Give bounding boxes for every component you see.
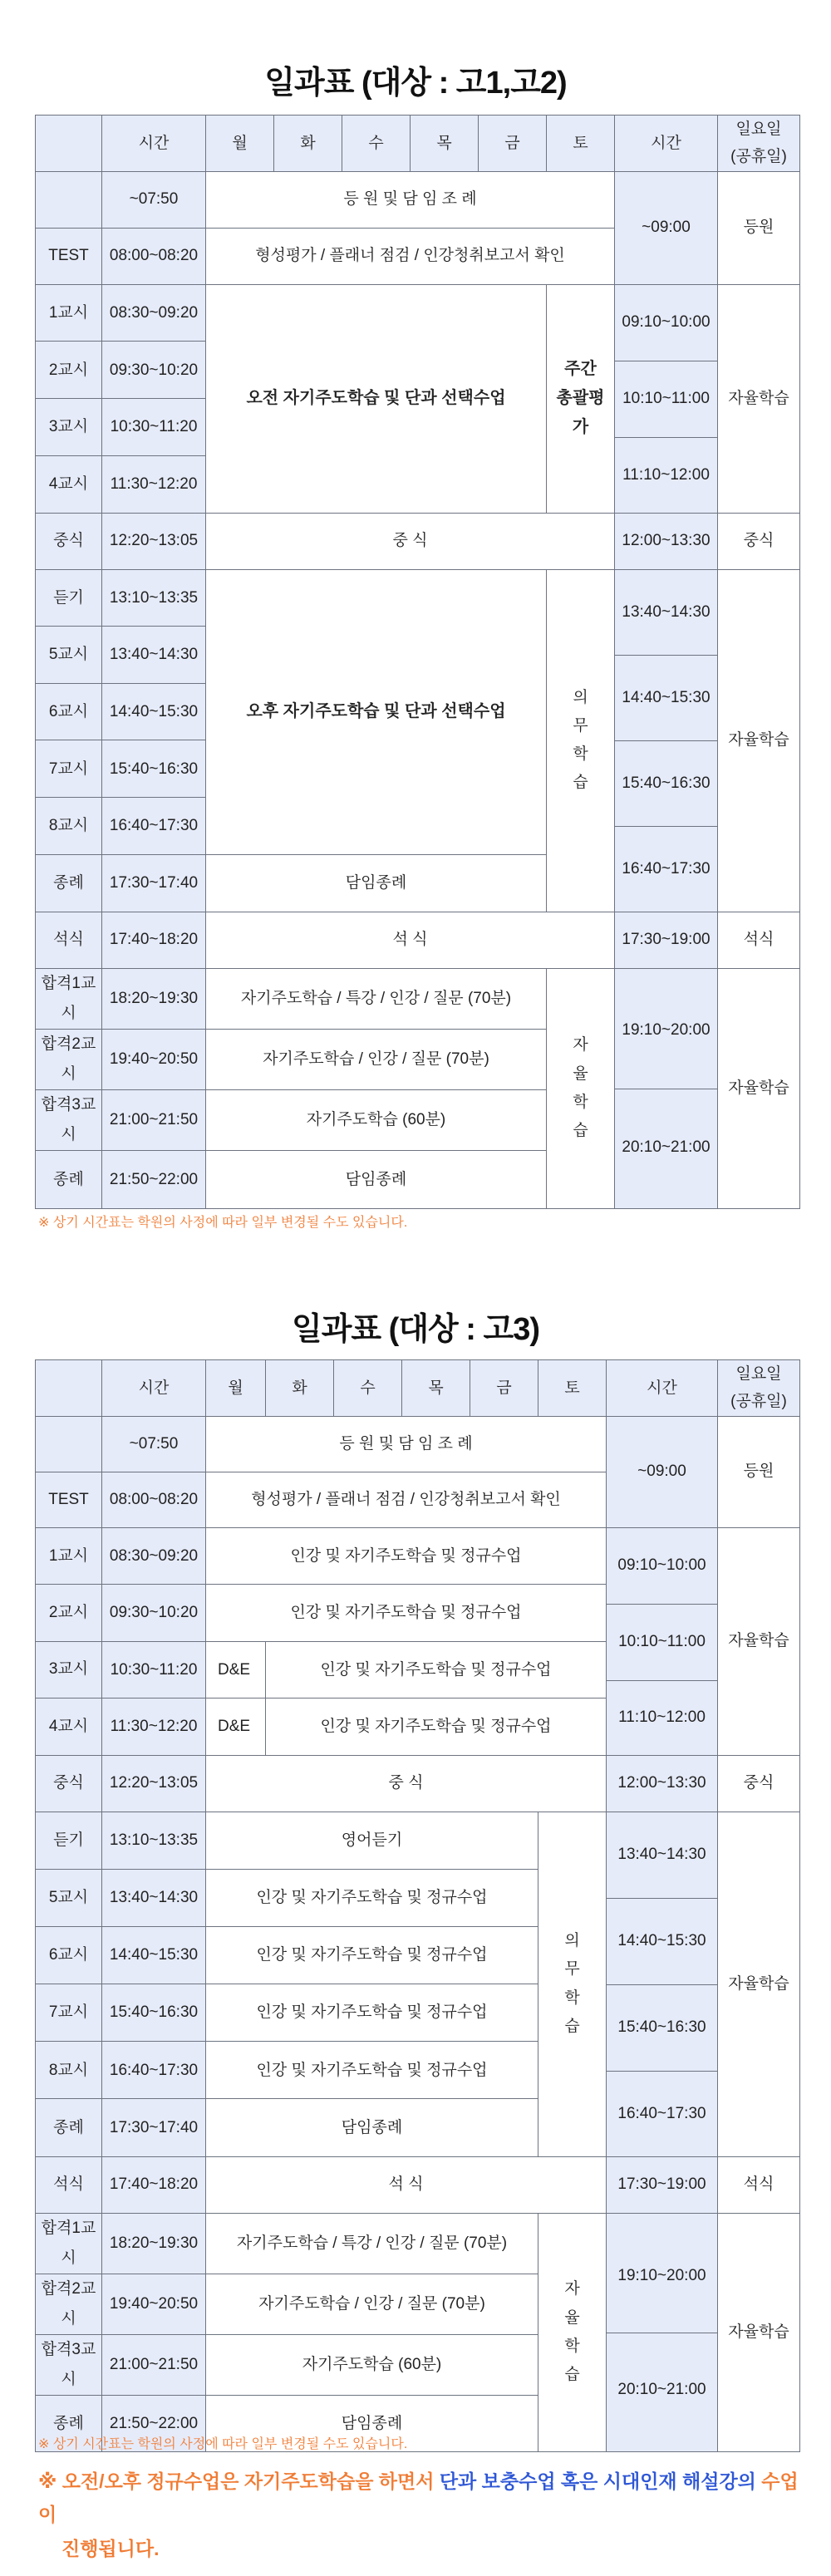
sunday-arrival: 등원 (718, 171, 800, 284)
sat-time-slot: 13:40~14:30 (607, 1812, 717, 1899)
note-part-2: 수업이 (38, 2470, 799, 2526)
arrival-desc: 등 원 및 담 임 조 례 (206, 1416, 607, 1472)
period-label: 7교시 (36, 1984, 102, 2041)
sunday-arrival: 등원 (718, 1416, 800, 1527)
header-corner (36, 1360, 102, 1417)
period-label: 5교시 (36, 1869, 102, 1926)
period-desc: 인강 및 자기주도학습 및 정규수업 (206, 2042, 538, 2099)
period-time: 14:40~15:30 (102, 1926, 206, 1984)
header-day-fri: 금 (479, 116, 547, 172)
timetable-title-g3: 일과표 (대상 : 고3) (291, 1312, 540, 1347)
header-sunday (718, 1360, 800, 1417)
evening-desc: 자기주도학습 / 인강 / 질문 (70분) (206, 2274, 538, 2334)
period-label: 종례 (36, 2396, 102, 2452)
timetable-title-g12: 일과표 (대상 : 고1,고2) (264, 66, 567, 101)
dinner-label: 석식 (36, 912, 102, 968)
sat-dinner-time: 17:30~19:00 (607, 2156, 718, 2213)
sunday-dinner: 석식 (718, 2156, 800, 2213)
sat-self-study (538, 2213, 607, 2452)
timetable-g12 (35, 115, 800, 1209)
sat-time-slot: 10:10~11:00 (615, 361, 717, 438)
sat-time-slot: 14:40~15:30 (607, 1899, 717, 1985)
header-sat-time: 시간 (607, 1360, 718, 1417)
row-label-empty (36, 1416, 102, 1472)
sat-weekly-test (547, 284, 615, 513)
sunday-label: 일요일 (735, 120, 782, 138)
header-day-thu: 목 (411, 116, 479, 172)
lunch-label: 중식 (36, 1755, 102, 1812)
period-desc: 담임종례 (206, 2099, 538, 2156)
sat-mandatory-study (538, 1812, 607, 2156)
sat-afternoon-times (607, 1812, 718, 2156)
sunday-morning: 자율학습 (718, 284, 800, 513)
period-desc: 인강 및 자기주도학습 및 정규수업 (266, 1641, 607, 1698)
period-label: 1교시 (36, 1527, 102, 1585)
test-label: TEST (36, 1472, 102, 1527)
sat-weekly-label: 주간 (564, 360, 597, 378)
period-label: 6교시 (36, 683, 102, 740)
test-desc: 형성평가 / 플래너 점검 / 인강청취보고서 확인 (206, 1472, 607, 1527)
period-label: 합격1교시 (36, 2213, 102, 2274)
row-evening-1 (36, 968, 800, 1029)
sat-evening-times (607, 2213, 718, 2452)
period-time: 08:30~09:20 (102, 1527, 206, 1585)
period-time: 09:30~10:20 (102, 342, 206, 399)
period-label: 6교시 (36, 1926, 102, 1984)
period-desc: 인강 및 자기주도학습 및 정규수업 (206, 1585, 607, 1642)
sat-arrival-time: ~09:00 (607, 1416, 718, 1527)
note-part-3: 진행됩니다. (61, 2537, 160, 2559)
holiday-label: (공휴일) (730, 148, 787, 166)
period-time: 09:30~10:20 (102, 1585, 206, 1642)
period-label: 종례 (36, 1151, 102, 1209)
period-label: 합격3교시 (36, 2334, 102, 2395)
arrival-time: ~07:50 (102, 1416, 206, 1472)
sat-morning-times (607, 1527, 718, 1755)
period-time: 13:40~14:30 (102, 1869, 206, 1926)
row-dinner (36, 912, 800, 968)
holiday-label: (공휴일) (730, 1393, 787, 1411)
de-label: D&E (206, 1698, 266, 1756)
test-desc: 형성평가 / 플래너 점검 / 인강청취보고서 확인 (206, 228, 615, 284)
period-label: 7교시 (36, 740, 102, 798)
dinner-time: 17:40~18:20 (102, 912, 206, 968)
row-period-1 (36, 284, 800, 342)
row-lunch (36, 513, 800, 569)
period-label: 8교시 (36, 798, 102, 855)
sat-mandatory-label: 의무학습 (573, 688, 588, 792)
row-label-empty (36, 171, 102, 228)
sat-lunch-time: 12:00~13:30 (607, 1755, 718, 1812)
timetable-g3 (35, 1359, 800, 2452)
period-time: 16:40~17:30 (102, 2042, 206, 2099)
header-day-wed: 수 (342, 116, 411, 172)
dinner-label: 석식 (36, 2156, 102, 2213)
period-time: 15:40~16:30 (102, 740, 206, 798)
period-time: 11:30~12:20 (102, 1698, 206, 1756)
header-day-mon: 월 (206, 1360, 266, 1417)
header-day-tue: 화 (274, 116, 342, 172)
row-arrival (36, 171, 800, 228)
sat-time-slot: 10:10~11:00 (607, 1605, 717, 1681)
sat-time-slot: 13:40~14:30 (615, 570, 717, 656)
sat-self-study-label: 자율학습 (573, 1036, 588, 1139)
closing-desc: 담임종례 (206, 854, 547, 912)
test-time: 08:00~08:20 (102, 228, 206, 284)
period-label: 3교시 (36, 399, 102, 456)
lunch-time: 12:20~13:05 (102, 513, 206, 569)
sat-lunch-time: 12:00~13:30 (615, 513, 718, 569)
period-label: 3교시 (36, 1641, 102, 1698)
note-part-1: ※ 오전/오후 정규수업은 자기주도학습을 하면서 (38, 2470, 440, 2492)
sunday-evening: 자율학습 (718, 2213, 800, 2452)
period-label: 4교시 (36, 455, 102, 513)
header-row (36, 1360, 800, 1417)
row-listening (36, 569, 800, 627)
header-sunday (718, 116, 800, 172)
period-time: 19:40~20:50 (102, 1029, 206, 1089)
sat-time-slot: 11:10~12:00 (622, 465, 710, 484)
sunday-afternoon: 자율학습 (718, 569, 800, 912)
sunday-label: 일요일 (735, 1365, 782, 1383)
header-time: 시간 (102, 1360, 206, 1417)
arrival-time: ~07:50 (102, 171, 206, 228)
test-label: TEST (36, 228, 102, 284)
header-corner (36, 116, 102, 172)
period-label: 4교시 (36, 1698, 102, 1756)
period-label: 1교시 (36, 284, 102, 342)
period-label: 합격3교시 (36, 1089, 102, 1150)
de-label: D&E (206, 1641, 266, 1698)
sat-mandatory-label: 의무학습 (564, 1932, 580, 2035)
dinner-desc: 석 식 (206, 912, 615, 968)
morning-desc: 오전 자기주도학습 및 단과 선택수업 (206, 284, 547, 513)
sat-time-slot: 14:40~15:30 (615, 656, 717, 741)
sat-time-slot: 16:40~17:30 (617, 2104, 706, 2122)
sunday-afternoon: 자율학습 (718, 1812, 800, 2156)
sunday-evening: 자율학습 (718, 968, 800, 1209)
period-desc: 영어듣기 (206, 1812, 538, 1869)
lunch-desc: 중 식 (206, 513, 615, 569)
lunch-label: 중식 (36, 513, 102, 569)
period-time: 13:10~13:35 (102, 569, 206, 627)
period-label: 합격2교시 (36, 2274, 102, 2334)
sat-evening-times (615, 968, 718, 1209)
sunday-lunch: 중식 (718, 513, 800, 569)
schedule-change-note: ※ 상기 시간표는 학원의 사정에 따라 일부 변경될 수도 있습니다. (38, 2437, 408, 2451)
header-sat-time: 시간 (615, 116, 718, 172)
test-time: 08:00~08:20 (102, 1472, 206, 1527)
row-evening-1 (36, 2213, 800, 2274)
evening-desc: 담임종례 (206, 2396, 538, 2452)
period-label: 듣기 (36, 569, 102, 627)
header-day-sat: 토 (547, 116, 615, 172)
row-listening (36, 1812, 800, 1869)
sat-time-slot: 19:10~20:00 (615, 972, 717, 1089)
sat-morning-times (615, 284, 718, 513)
sat-time-slot: 15:40~16:30 (615, 741, 717, 827)
closing-label: 종례 (36, 854, 102, 912)
period-time: 13:10~13:35 (102, 1812, 206, 1869)
header-day-thu: 목 (402, 1360, 470, 1417)
sat-arrival-time: ~09:00 (615, 171, 718, 284)
period-time: 21:50~22:00 (102, 1151, 206, 1209)
closing-time: 17:30~17:40 (102, 854, 206, 912)
header-time: 시간 (102, 116, 206, 172)
row-lunch (36, 1755, 800, 1812)
schedule-change-note: ※ 상기 시간표는 학원의 사정에 따라 일부 변경될 수도 있습니다. (38, 1216, 408, 1230)
period-time: 17:30~17:40 (102, 2099, 206, 2156)
evening-desc: 담임종례 (206, 1151, 547, 1209)
dinner-desc: 석 식 (206, 2156, 607, 2213)
period-time: 13:40~14:30 (102, 627, 206, 684)
period-label: 합격2교시 (36, 1029, 102, 1089)
sat-time-slot: 19:10~20:00 (607, 2220, 717, 2333)
arrival-desc: 등 원 및 담 임 조 례 (206, 171, 615, 228)
period-time: 18:20~19:30 (102, 2213, 206, 2274)
sat-afternoon-times (615, 569, 718, 912)
sunday-dinner: 석식 (718, 912, 800, 968)
period-label: 5교시 (36, 627, 102, 684)
sat-self-study-label: 자율학습 (564, 2280, 580, 2383)
evening-desc: 자기주도학습 / 특강 / 인강 / 질문 (70분) (206, 2213, 538, 2274)
row-arrival (36, 1416, 800, 1472)
period-label: 듣기 (36, 1812, 102, 1869)
evening-desc: 자기주도학습 (60분) (206, 1089, 547, 1150)
period-time: 14:40~15:30 (102, 683, 206, 740)
sat-time-slot: 16:40~17:30 (622, 859, 711, 878)
period-time: 19:40~20:50 (102, 2274, 206, 2334)
period-time: 21:00~21:50 (102, 2334, 206, 2395)
period-time: 16:40~17:30 (102, 798, 206, 855)
period-time: 18:20~19:30 (102, 968, 206, 1029)
evening-desc: 자기주도학습 (60분) (206, 2334, 538, 2395)
period-desc: 인강 및 자기주도학습 및 정규수업 (206, 1984, 538, 2041)
row-period-1 (36, 1527, 800, 1585)
period-label: 종례 (36, 2099, 102, 2156)
afternoon-desc: 오후 자기주도학습 및 단과 선택수업 (206, 569, 547, 854)
period-time: 10:30~11:20 (102, 1641, 206, 1698)
sat-time-slot: 09:10~10:00 (607, 1528, 717, 1605)
period-desc: 인강 및 자기주도학습 및 정규수업 (266, 1698, 607, 1756)
header-row (36, 116, 800, 172)
row-dinner (36, 2156, 800, 2213)
period-time: 08:30~09:20 (102, 284, 206, 342)
note-highlight: 단과 보충수업 혹은 시대인재 해설강의 (439, 2470, 762, 2492)
header-day-tue: 화 (266, 1360, 334, 1417)
sat-mandatory-study (547, 569, 615, 912)
regular-class-note (38, 2465, 803, 2565)
sat-time-slot: 11:10~12:00 (618, 1708, 706, 1727)
sunday-morning: 자율학습 (718, 1527, 800, 1755)
sat-time-slot: 20:10~21:00 (622, 1138, 711, 1156)
period-desc: 인강 및 자기주도학습 및 정규수업 (206, 1869, 538, 1926)
period-desc: 인강 및 자기주도학습 및 정규수업 (206, 1926, 538, 1984)
sat-time-slot: 15:40~16:30 (607, 1985, 717, 2072)
header-day-sat: 토 (538, 1360, 607, 1417)
lunch-time: 12:20~13:05 (102, 1755, 206, 1812)
header-day-fri: 금 (470, 1360, 538, 1417)
sat-self-study (547, 968, 615, 1209)
sat-time-slot: 20:10~21:00 (617, 2380, 706, 2398)
header-day-wed: 수 (334, 1360, 402, 1417)
period-time: 21:00~21:50 (102, 1089, 206, 1150)
dinner-time: 17:40~18:20 (102, 2156, 206, 2213)
header-day-mon: 월 (206, 116, 274, 172)
period-time: 21:50~22:00 (102, 2396, 206, 2452)
period-label: 8교시 (36, 2042, 102, 2099)
sunday-lunch: 중식 (718, 1755, 800, 1812)
period-desc: 인강 및 자기주도학습 및 정규수업 (206, 1527, 607, 1585)
sat-dinner-time: 17:30~19:00 (615, 912, 718, 968)
evening-desc: 자기주도학습 / 인강 / 질문 (70분) (206, 1029, 547, 1089)
period-time: 15:40~16:30 (102, 1984, 206, 2041)
sat-time-slot: 09:10~10:00 (615, 285, 717, 361)
sat-test-label: 총괄평가 (556, 389, 605, 436)
period-time: 10:30~11:20 (102, 399, 206, 456)
lunch-desc: 중 식 (206, 1755, 607, 1812)
period-label: 2교시 (36, 1585, 102, 1642)
period-label: 합격1교시 (36, 968, 102, 1029)
period-label: 2교시 (36, 342, 102, 399)
evening-desc: 자기주도학습 / 특강 / 인강 / 질문 (70분) (206, 968, 547, 1029)
period-time: 11:30~12:20 (102, 455, 206, 513)
